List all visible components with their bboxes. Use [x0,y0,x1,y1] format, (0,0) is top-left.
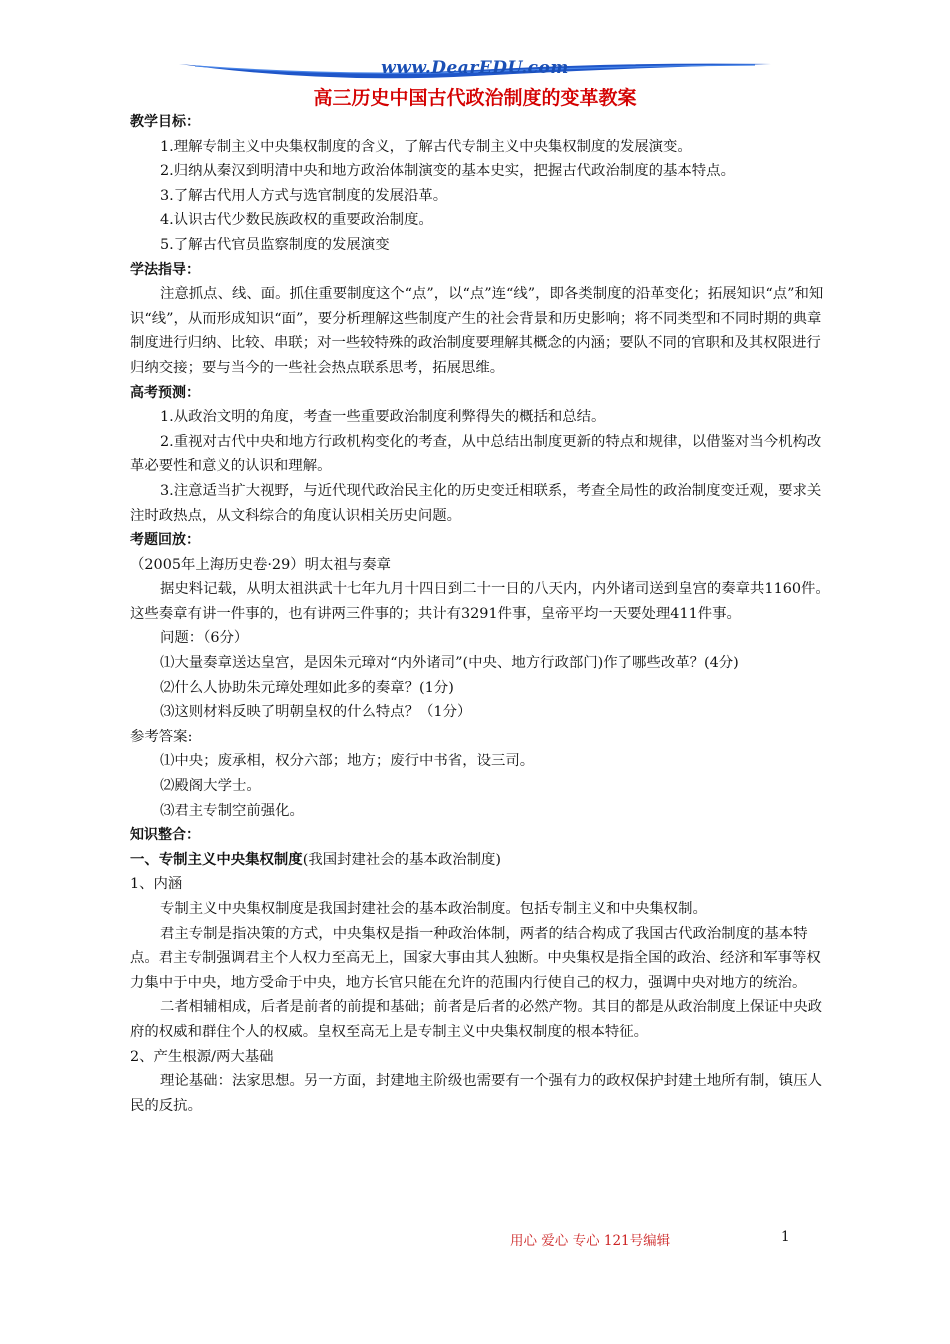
forecast-item: 3.注意适当扩大视野，与近代现代政治民主化的历史变迁相联系，考查全局性的政治制度变迁观，要求关注时政热点，从文科综合的角度认识相关历史问题。 [130,482,822,524]
review-source: （2005年上海历史卷·29）明太祖与奏章 [130,556,391,573]
objective-item: 3.了解古代用人方式与选官制度的发展沿革。 [160,187,448,204]
document-body [130,110,830,1118]
part1-heading-bold: 一、专制主义中央集权制度 [130,851,303,868]
answer-item: ⑵殿阁大学士。 [160,778,261,795]
page-number: 1 [781,1229,790,1245]
sub2-heading: 2、产生根源/两大基础 [130,1048,274,1065]
document-title: 高三历史中国古代政治制度的变革教案 [313,87,637,109]
site-logo [175,56,775,90]
sub1-paragraph: 君主专制是指决策的方式，中央集权是指一种政治体制，两者的结合构成了我国古代政治制度的基本特点。君主专制强调君主个人权力至高无上，国家大事由其人独断。中央集权是指全国的政治、经济和军事等权力集中于中央，地方受命于中央，地方长官只能在允许的范围内行使自己的权力，强调中央对地方的统治。 [130,925,821,991]
knowledge-heading: 知识整合： [130,827,200,844]
objective-item: 2.归纳从秦汉到明清中央和地方政治体制演变的基本史实，把握古代政治制度的基本特点。 [160,163,735,180]
question-item: ⑶这则材料反映了明朝皇权的什么特点？（1分） [160,704,472,721]
objective-item: 5.了解古代官员监察制度的发展演变 [160,236,390,253]
sub2-paragraph: 理论基础：法家思想。另一方面，封建地主阶级也需要有一个强有力的政权保护封建土地所有制，镇压人民的反抗。 [130,1073,822,1114]
sub1-heading: 1、内涵 [130,876,183,893]
forecast-item: 1.从政治文明的角度，考查一些重要政治制度利弊得失的概括和总结。 [160,409,606,426]
answer-item: ⑶君主专制空前强化。 [160,802,304,819]
forecast-item: 2.重视对古代中央和地方行政机构变化的考查，从中总结出制度更新的特点和规律，以借鉴对当今机构改革必要性和意义的认识和理解。 [130,433,822,475]
method-heading: 学法指导： [130,261,200,278]
question-label: 问题：（6分） [160,630,249,647]
method-paragraph: 注意抓点、线、面。抓住重要制度这个“点”，以“点”连“线”，即各类制度的沿革变化；拓展知识“点”和知识“线”，从而形成知识“面”，要分析理解这些制度产生的社会背景和历史影响；将不同类型和不同时期的典章制度进行归纳、比较、串联；对一些较特殊的政治制度要理解其概念的内涵；要队不同的官职和及其权限进行归纳交接；要与当今的一些社会热点联系思考，拓展思维。 [130,286,824,376]
objective-item: 1.理解专制主义中央集权制度的含义，了解古代专制主义中央集权制度的发展演变。 [160,138,692,155]
answer-label: 参考答案: [130,728,193,745]
question-item: ⑴大量奏章送达皇宫，是因朱元璋对“内外诸司”(中央、地方行政部门)作了哪些改革？(4分) [160,655,739,672]
answer-item: ⑴中央；废承相，权分六部；地方；废行中书省，设三司。 [160,753,535,770]
part1-heading-note: (我国封建社会的基本政治制度) [302,851,502,868]
objectives-heading: 教学目标： [130,114,200,130]
site-logo-text: www.DearEDU.com [381,58,569,78]
part1-heading [130,848,830,873]
sub1-paragraph: 二者相辅相成，后者是前者的前提和基础；前者是后者的必然产物。其目的都是从政治制度上保证中央政府的权威和群住个人的权威。皇权至高无上是专制主义中央集权制度的根本特征。 [130,999,822,1040]
question-item: ⑵什么人协助朱元璋处理如此多的奏章？(1分) [160,679,454,696]
review-material: 据史料记载，从明太祖洪武十七年九月十四日到二十一日的八天内，内外诸司送到皇宫的奏章共1160件。这些奏章有讲一件事的，也有讲两三件事的；共计有3291件事，皇帝平均一天要处理411件事。 [130,581,830,622]
objective-item: 4.认识古代少数民族政权的重要政治制度。 [160,212,433,229]
forecast-heading: 高考预测： [130,384,200,401]
review-heading: 考题回放： [130,532,200,549]
sub1-paragraph: 专制主义中央集权制度是我国封建社会的基本政治制度。包括专制主义和中央集权制。 [160,901,707,917]
footer-note: 用心 爱心 专心 121号编辑 [510,1233,671,1249]
